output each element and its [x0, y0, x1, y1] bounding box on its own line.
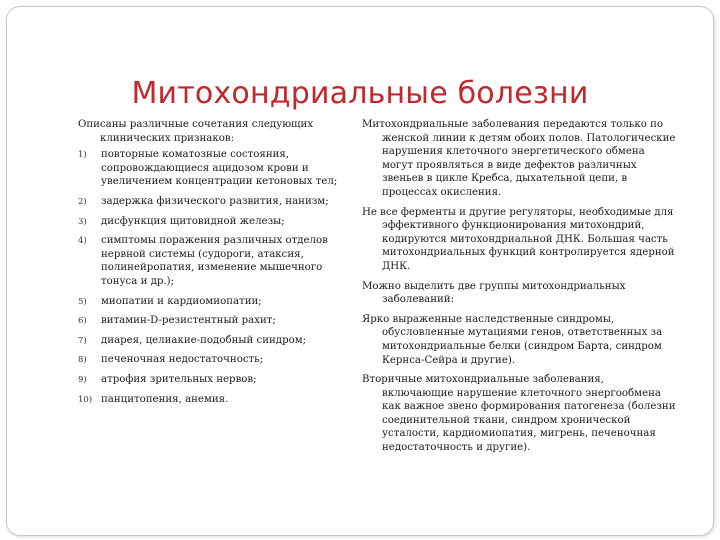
item-text: панцитопения, анемия.: [101, 393, 229, 405]
list-item: [78, 334, 346, 348]
item-text: витамин-D-резистентный рахит;: [101, 315, 276, 327]
item-number: 4): [78, 236, 87, 247]
paragraph-nuclear-dna: Не все ферменты и другие регуляторы, необходимые для эффективного функционирования митохондрий, кодируются митохондриальной ДНК. Большая часть митохондриальных функций контролируется ядерной ДНК.: [362, 206, 675, 272]
item-number: 1): [78, 150, 87, 161]
item-text: повторные коматозные состояния, сопровождающиеся ацидозом крови и увеличением концентрации кетоновых тел;: [101, 149, 338, 188]
left-column: [78, 118, 346, 412]
item-number: 2): [78, 196, 87, 207]
symptom-list: [78, 148, 346, 406]
item-text: диарея, целиакие-подобный синдром;: [101, 334, 307, 346]
list-item: [78, 234, 346, 288]
paragraph-groups: Можно выделить две группы митохондриальных заболеваний:: [362, 280, 626, 306]
right-column: [362, 118, 678, 461]
item-number: 7): [78, 335, 87, 346]
list-item: [78, 393, 346, 407]
list-item: [78, 215, 346, 229]
item-number: 5): [78, 296, 87, 307]
item-number: 10): [78, 394, 93, 405]
list-item: [78, 295, 346, 309]
item-text: атрофия зрительных нервов;: [101, 373, 257, 385]
list-item: [78, 314, 346, 328]
list-item: [78, 373, 346, 387]
paragraph-secondary-diseases: Вторичные митохондриальные заболевания, включающие нарушение клеточного энергообмена как важное звено формирования патогенеза (болезни соединительной ткани, синдром хронической усталости, кардиомиопатия, мигрень, печеночная недостаточность и другие).: [362, 374, 676, 454]
item-text: печеночная недостаточность;: [101, 354, 264, 366]
item-text: миопатии и кардиомиопатии;: [101, 295, 262, 307]
item-number: 8): [78, 355, 87, 366]
item-text: дисфункция щитовидной железы;: [101, 215, 285, 227]
item-text: симптомы поражения различных отделов нервной системы (судороги, атаксия, полинейропатия, изменение мышечного тонуса и др.);: [101, 235, 328, 287]
paragraph-inheritance: Митохондриальные заболевания передаются только по женской линии к детям обоих полов. Патологические нарушения клеточного энергетического обмена могут проявляться в виде дефектов различных звеньев в цикле Кребса, дыхательной цепи, в процессах окисления.: [362, 119, 676, 198]
paragraph-hereditary-syndromes: Ярко выраженные наследственные синдромы, обусловленные мутациями генов, ответственных за митохондриальные белки (синдром Барта, синдром Кернса-Сейра и другие).: [362, 313, 663, 366]
list-item: [78, 353, 346, 367]
list-item: [78, 148, 346, 189]
slide-title: Митохондриальные болезни: [131, 76, 589, 112]
item-text: задержка физического развития, нанизм;: [101, 195, 329, 207]
list-item: [78, 195, 346, 209]
item-number: 3): [78, 216, 87, 227]
item-number: 6): [78, 316, 87, 327]
item-number: 9): [78, 374, 87, 385]
left-intro: Описаны различные сочетания следующих клинических признаков:: [78, 119, 314, 144]
